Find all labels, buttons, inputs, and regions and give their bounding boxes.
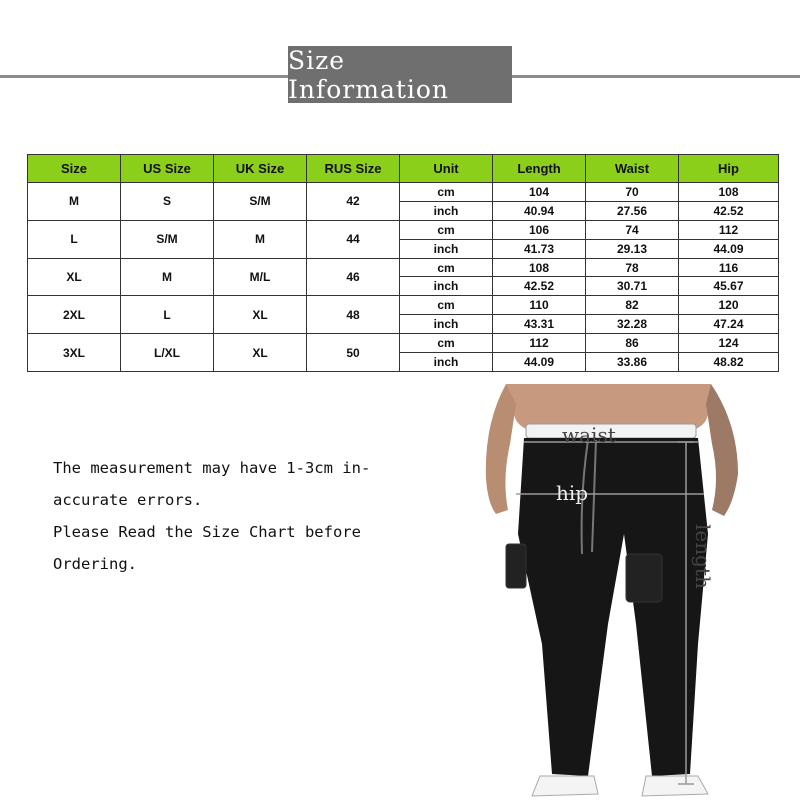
cell-size: L bbox=[28, 220, 121, 258]
cell-waist: 33.86 bbox=[586, 353, 679, 372]
cell-size: 2XL bbox=[28, 296, 121, 334]
cell-length: 104 bbox=[493, 183, 586, 202]
cell-unit: inch bbox=[400, 201, 493, 220]
cell-hip: 112 bbox=[679, 220, 779, 239]
waist-label: waist bbox=[562, 423, 616, 447]
cell-waist: 29.13 bbox=[586, 239, 679, 258]
table-row bbox=[28, 183, 779, 202]
cell-length: 44.09 bbox=[493, 353, 586, 372]
cell-rus-size: 42 bbox=[307, 183, 400, 221]
cell-us-size: L/XL bbox=[121, 334, 214, 372]
cell-hip: 45.67 bbox=[679, 277, 779, 296]
note-line: accurate errors. bbox=[53, 491, 203, 509]
cell-waist: 30.71 bbox=[586, 277, 679, 296]
cell-size: 3XL bbox=[28, 334, 121, 372]
note-line: Ordering. bbox=[53, 555, 137, 573]
cell-waist: 74 bbox=[586, 220, 679, 239]
cell-unit: inch bbox=[400, 239, 493, 258]
cell-uk-size: XL bbox=[214, 296, 307, 334]
cell-length: 108 bbox=[493, 258, 586, 277]
measurement-note bbox=[53, 452, 393, 580]
cell-length: 42.52 bbox=[493, 277, 586, 296]
cell-unit: cm bbox=[400, 334, 493, 353]
note-line: The measurement may have 1-3cm in- bbox=[53, 459, 371, 477]
cell-rus-size: 44 bbox=[307, 220, 400, 258]
header-hip: Hip bbox=[679, 155, 779, 183]
header-rus-size: RUS Size bbox=[307, 155, 400, 183]
cell-hip: 116 bbox=[679, 258, 779, 277]
table-header-row bbox=[28, 155, 779, 183]
cell-uk-size: XL bbox=[214, 334, 307, 372]
cell-rus-size: 48 bbox=[307, 296, 400, 334]
pants-shape bbox=[518, 438, 708, 776]
page-title: Size Information bbox=[288, 45, 450, 104]
cell-waist: 27.56 bbox=[586, 201, 679, 220]
cell-unit: cm bbox=[400, 258, 493, 277]
cell-waist: 82 bbox=[586, 296, 679, 315]
title-banner bbox=[288, 46, 512, 103]
right-arm-shape bbox=[706, 384, 738, 516]
cargo-pocket-shape bbox=[506, 544, 526, 588]
cell-us-size: S bbox=[121, 183, 214, 221]
cell-waist: 86 bbox=[586, 334, 679, 353]
cell-length: 43.31 bbox=[493, 315, 586, 334]
cell-uk-size: M bbox=[214, 220, 307, 258]
cell-length: 110 bbox=[493, 296, 586, 315]
cell-us-size: L bbox=[121, 296, 214, 334]
hip-label: hip bbox=[556, 481, 589, 505]
header-us-size: US Size bbox=[121, 155, 214, 183]
cell-length: 40.94 bbox=[493, 201, 586, 220]
header-size: Size bbox=[28, 155, 121, 183]
cell-length: 106 bbox=[493, 220, 586, 239]
cell-unit: cm bbox=[400, 183, 493, 202]
size-chart-table bbox=[27, 154, 779, 372]
cell-waist: 78 bbox=[586, 258, 679, 277]
header-uk-size: UK Size bbox=[214, 155, 307, 183]
cell-length: 41.73 bbox=[493, 239, 586, 258]
cell-size: M bbox=[28, 183, 121, 221]
header-length: Length bbox=[493, 155, 586, 183]
cell-length: 112 bbox=[493, 334, 586, 353]
cell-us-size: M bbox=[121, 258, 214, 296]
cell-unit: cm bbox=[400, 220, 493, 239]
table-row bbox=[28, 258, 779, 277]
cell-uk-size: M/L bbox=[214, 258, 307, 296]
left-shoe-shape bbox=[532, 776, 598, 796]
cell-uk-size: S/M bbox=[214, 183, 307, 221]
note-line: Please Read the Size Chart before bbox=[53, 523, 361, 541]
cell-hip: 108 bbox=[679, 183, 779, 202]
pants-model-illustration bbox=[476, 384, 746, 800]
cell-unit: inch bbox=[400, 315, 493, 334]
cell-hip: 124 bbox=[679, 334, 779, 353]
header-unit: Unit bbox=[400, 155, 493, 183]
header-waist: Waist bbox=[586, 155, 679, 183]
cell-waist: 32.28 bbox=[586, 315, 679, 334]
cell-waist: 70 bbox=[586, 183, 679, 202]
cell-rus-size: 46 bbox=[307, 258, 400, 296]
length-label: length bbox=[691, 524, 715, 589]
cell-unit: cm bbox=[400, 296, 493, 315]
cell-hip: 47.24 bbox=[679, 315, 779, 334]
cell-us-size: S/M bbox=[121, 220, 214, 258]
table-row bbox=[28, 220, 779, 239]
cell-rus-size: 50 bbox=[307, 334, 400, 372]
cell-unit: inch bbox=[400, 353, 493, 372]
cell-hip: 120 bbox=[679, 296, 779, 315]
table-row bbox=[28, 296, 779, 315]
cell-hip: 44.09 bbox=[679, 239, 779, 258]
right-shoe-shape bbox=[642, 776, 708, 796]
table-row bbox=[28, 334, 779, 353]
cell-hip: 42.52 bbox=[679, 201, 779, 220]
cargo-pocket-shape bbox=[626, 554, 662, 602]
cell-unit: inch bbox=[400, 277, 493, 296]
cell-size: XL bbox=[28, 258, 121, 296]
left-arm-shape bbox=[486, 384, 516, 514]
cell-hip: 48.82 bbox=[679, 353, 779, 372]
